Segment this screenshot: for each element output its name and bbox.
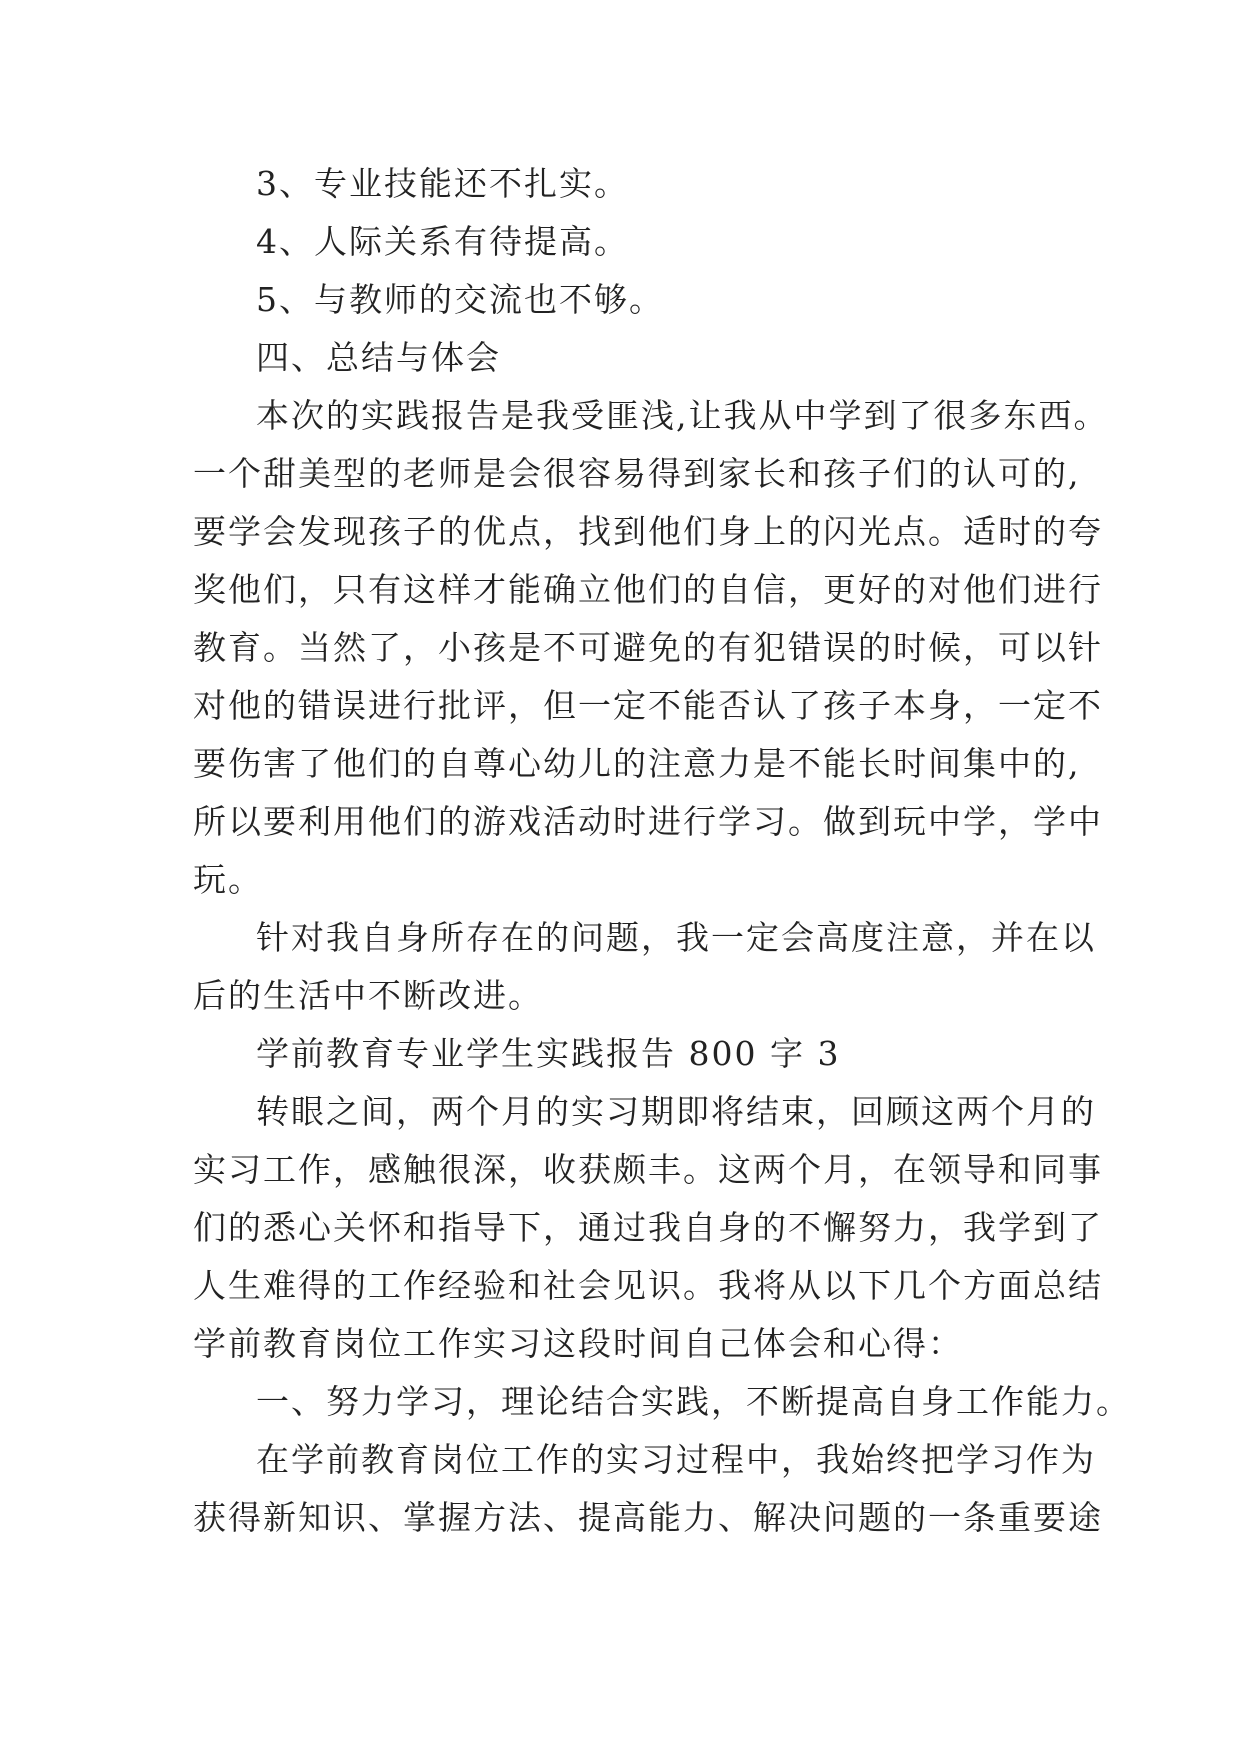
paragraph-line: 玩。 [193, 860, 263, 899]
document-body [193, 155, 1131, 1547]
paragraph-line: 在学前教育岗位工作的实习过程中，我始终把学习作为 [256, 1440, 1096, 1479]
paragraph-line: 获得新知识、掌握方法、提高能力、解决问题的一条重要途 [193, 1498, 1103, 1537]
paragraph-line: 转眼之间，两个月的实习期即将结束，回顾这两个月的 [256, 1092, 1096, 1131]
paragraph-line: 学前教育岗位工作实习这段时间自己体会和心得： [193, 1324, 963, 1363]
section-heading-study: 一、努力学习，理论结合实践，不断提高自身工作能力。 [256, 1382, 1131, 1421]
document-title: 学前教育专业学生实践报告 800 字 3 [256, 1034, 841, 1073]
paragraph-line: 一个甜美型的老师是会很容易得到家长和孩子们的认可的, [193, 454, 1081, 493]
paragraph-line: 后的生活中不断改进。 [193, 976, 543, 1015]
paragraph-line: 所以要利用他们的游戏活动时进行学习。做到玩中学，学中 [193, 802, 1103, 841]
list-item-3: 3、专业技能还不扎实。 [256, 164, 629, 203]
paragraph-line: 要学会发现孩子的优点，找到他们身上的闪光点。适时的夸 [193, 512, 1103, 551]
paragraph-line: 本次的实践报告是我受匪浅,让我从中学到了很多东西。 [256, 396, 1109, 435]
paragraph-line: 要伤害了他们的自尊心幼儿的注意力是不能长时间集中的, [193, 744, 1081, 783]
paragraph-line: 对他的错误进行批评，但一定不能否认了孩子本身，一定不 [193, 686, 1103, 725]
paragraph-line: 针对我自身所存在的问题，我一定会高度注意，并在以 [256, 918, 1096, 957]
section-heading-summary: 四、总结与体会 [256, 338, 501, 377]
list-item-4: 4、人际关系有待提高。 [256, 222, 629, 261]
paragraph-line: 奖他们，只有这样才能确立他们的自信，更好的对他们进行 [193, 570, 1103, 609]
paragraph-line: 实习工作，感触很深，收获颇丰。这两个月，在领导和同事 [193, 1150, 1103, 1189]
paragraph-line: 们的悉心关怀和指导下，通过我自身的不懈努力，我学到了 [193, 1208, 1103, 1247]
paragraph-line: 人生难得的工作经验和社会见识。我将从以下几个方面总结 [193, 1266, 1103, 1305]
paragraph-line: 教育。当然了，小孩是不可避免的有犯错误的时候，可以针 [193, 628, 1103, 667]
list-item-5: 5、与教师的交流也不够。 [256, 280, 664, 319]
